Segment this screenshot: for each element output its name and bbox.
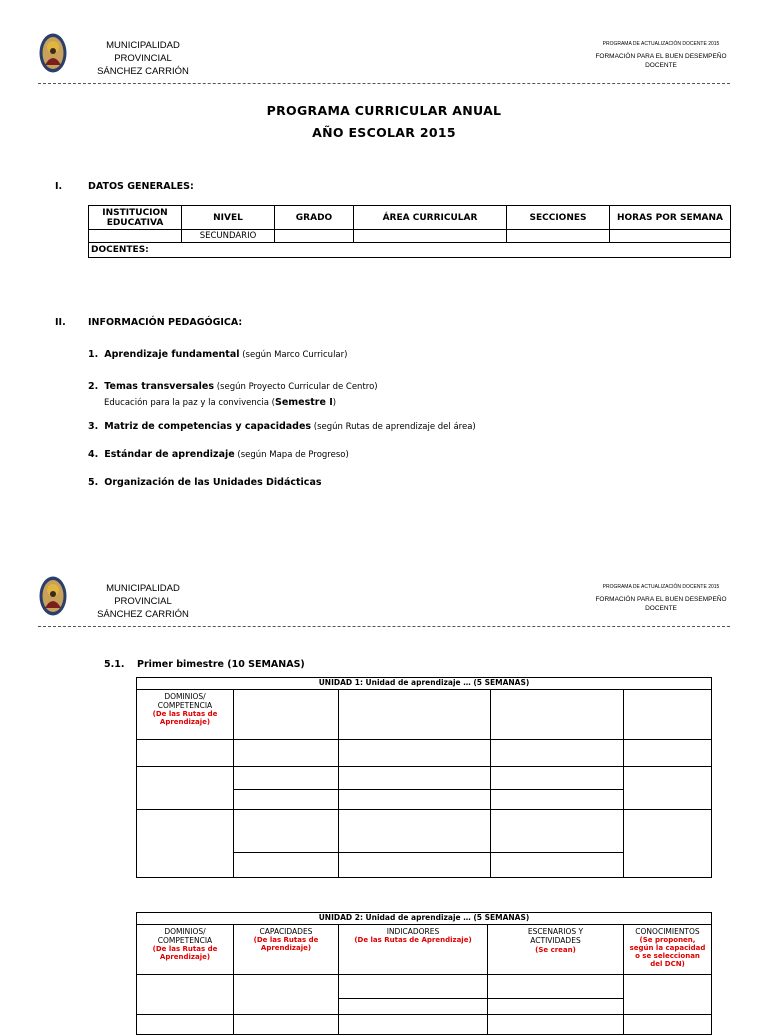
program-name: PROGRAMA DE ACTUALIZACIÓN DOCENTE 2015 [602, 584, 720, 590]
formation-line-1: FORMACIÓN PARA EL BUEN DESEMPEÑO [595, 53, 727, 60]
table-cell [137, 740, 234, 767]
unit-2-header-conocimientos [624, 925, 712, 975]
unit-1-header-cell [624, 690, 712, 740]
section-2-number: II. [55, 317, 66, 328]
conocimientos-note: (Se proponen, según la capacidad o se seleccionan del DCN) [629, 936, 706, 968]
document-title: PROGRAMA CURRICULAR ANUAL [266, 103, 502, 118]
table-cell [234, 767, 339, 790]
header-org-name-page-2 [78, 582, 208, 621]
cell-horas [610, 230, 731, 243]
header-area: ÁREA CURRICULAR [354, 206, 507, 230]
item-1-number: 1. [88, 349, 99, 360]
municipality-seal-logo [39, 576, 67, 616]
header-program-info [586, 41, 736, 70]
indicadores-label: INDICADORES [386, 927, 440, 936]
pedagogic-item-4 [88, 448, 349, 462]
table-cell [339, 810, 491, 853]
cell-grado [275, 230, 354, 243]
escenarios-label: ESCENARIOS Y ACTIVIDADES [527, 927, 584, 945]
unit-1-header-cell [234, 690, 339, 740]
header-divider [38, 83, 730, 84]
capacidades-label: CAPACIDADES [259, 927, 313, 936]
table-cell [339, 975, 488, 999]
header-nivel: NIVEL [182, 206, 275, 230]
unit-1-dominios-label: DOMINIOS/ COMPETENCIA [157, 692, 213, 710]
table-cell [491, 853, 624, 878]
municipality-seal-logo [39, 33, 67, 73]
unit-1-dominios-note: (De las Rutas de Aprendizaje) [152, 710, 218, 726]
table-cell [234, 790, 339, 810]
section-1-number: I. [55, 181, 63, 192]
capacidades-note: (De las Rutas de Aprendizaje) [253, 936, 319, 952]
unit-1-header-dominios [137, 690, 234, 740]
table-cell [488, 1015, 624, 1035]
subsection-heading: Primer bimestre (10 SEMANAS) [137, 659, 305, 670]
table-cell [624, 740, 712, 767]
table-cell [234, 975, 339, 1015]
table-cell [624, 1015, 712, 1035]
table-cell [137, 1015, 234, 1035]
cell-nivel: SECUNDARIO [182, 230, 275, 243]
table-cell [339, 853, 491, 878]
table-cell [491, 810, 624, 853]
table-cell [491, 767, 624, 790]
item-3-number: 3. [88, 421, 99, 432]
pedagogic-item-2 [88, 380, 378, 394]
item-5-number: 5. [88, 477, 99, 488]
header-divider-page-2 [38, 626, 730, 627]
unit-2-header-escenarios [488, 925, 624, 975]
table-cell [339, 999, 488, 1015]
transversal-theme-semester: Semestre I [274, 397, 333, 408]
transversal-theme-close: ) [332, 398, 337, 408]
docentes-row: DOCENTES: [89, 243, 731, 258]
unit-2-header-capacidades [234, 925, 339, 975]
formation-line-2: DOCENTE [645, 62, 677, 69]
table-cell [624, 767, 712, 810]
formation-line-1: FORMACIÓN PARA EL BUEN DESEMPEÑO [595, 596, 727, 603]
item-2-number: 2. [88, 381, 99, 392]
transversal-theme [104, 396, 336, 410]
unit-1-table [136, 677, 712, 878]
item-3-title: Matriz de competencias y capacidades [104, 421, 312, 432]
item-4-title: Estándar de aprendizaje [104, 449, 235, 460]
item-3-note: (según Rutas de aprendizaje del área) [311, 422, 476, 432]
header-horas: HORAS POR SEMANA [610, 206, 731, 230]
transversal-theme-text: Educación para la paz y la convivencia ( [104, 398, 275, 408]
item-2-note: (según Proyecto Curricular de Centro) [214, 382, 378, 392]
section-1-heading: DATOS GENERALES: [88, 181, 194, 192]
table-cell [234, 853, 339, 878]
dominios-note: (De las Rutas de Aprendizaje) [152, 945, 218, 961]
document-subtitle: AÑO ESCOLAR 2015 [312, 125, 456, 140]
table-cell [137, 975, 234, 1015]
org-line-1: MUNICIPALIDAD PROVINCIAL [106, 583, 180, 607]
section-2-heading: INFORMACIÓN PEDAGÓGICA: [88, 317, 243, 328]
table-cell [339, 1015, 488, 1035]
table-cell [624, 975, 712, 1015]
item-5-title: Organización de las Unidades Didácticas [104, 477, 322, 488]
header-institucion: INSTITUCION EDUCATIVA [89, 206, 182, 230]
escenarios-note: (Se crean) [535, 946, 576, 954]
cell-area [354, 230, 507, 243]
table-cell [339, 790, 491, 810]
header-program-info-page-2 [586, 584, 736, 613]
table-cell [488, 975, 624, 999]
pedagogic-item-3 [88, 420, 476, 434]
table-cell [339, 767, 491, 790]
item-4-note: (según Mapa de Progreso) [234, 450, 349, 460]
header-secciones: SECCIONES [507, 206, 610, 230]
pedagogic-item-5 [88, 476, 322, 489]
unit-2-header-indicadores [339, 925, 488, 975]
org-line-2: SÁNCHEZ CARRIÓN [97, 609, 189, 620]
program-name: PROGRAMA DE ACTUALIZACIÓN DOCENTE 2015 [602, 41, 720, 47]
cell-institucion [89, 230, 182, 243]
indicadores-note: (De las Rutas de Aprendizaje) [354, 936, 472, 944]
item-1-note: (según Marco Curricular) [239, 350, 348, 360]
unit-2-header-dominios [137, 925, 234, 975]
table-cell [234, 740, 339, 767]
item-4-number: 4. [88, 449, 99, 460]
formation-line-2: DOCENTE [645, 605, 677, 612]
table-cell [234, 1015, 339, 1035]
unit-2-table [136, 912, 712, 1035]
pedagogic-item-1 [88, 348, 347, 362]
org-line-1: MUNICIPALIDAD PROVINCIAL [106, 40, 180, 64]
unit-1-header-cell [339, 690, 491, 740]
table-cell [137, 810, 234, 878]
dominios-label: DOMINIOS/ COMPETENCIA [157, 927, 213, 945]
unit-2-title: UNIDAD 2: Unidad de aprendizaje … (5 SEMANAS) [137, 913, 712, 925]
table-cell [488, 999, 624, 1015]
table-cell [624, 810, 712, 878]
unit-1-header-cell [491, 690, 624, 740]
table-cell [491, 740, 624, 767]
table-cell [234, 810, 339, 853]
general-data-table [88, 205, 731, 258]
header-org-name [78, 39, 208, 78]
item-2-title: Temas transversales [104, 381, 215, 392]
unit-1-title: UNIDAD 1: Unidad de aprendizaje … (5 SEMANAS) [137, 678, 712, 690]
formation-text [586, 52, 736, 70]
table-cell [137, 767, 234, 810]
table-cell [491, 790, 624, 810]
table-cell [339, 740, 491, 767]
header-grado: GRADO [275, 206, 354, 230]
conocimientos-label: CONOCIMIENTOS [635, 927, 700, 936]
subsection-number: 5.1. [104, 659, 125, 670]
cell-secciones [507, 230, 610, 243]
org-line-2: SÁNCHEZ CARRIÓN [97, 66, 189, 77]
formation-text [586, 595, 736, 613]
item-1-title: Aprendizaje fundamental [104, 349, 240, 360]
